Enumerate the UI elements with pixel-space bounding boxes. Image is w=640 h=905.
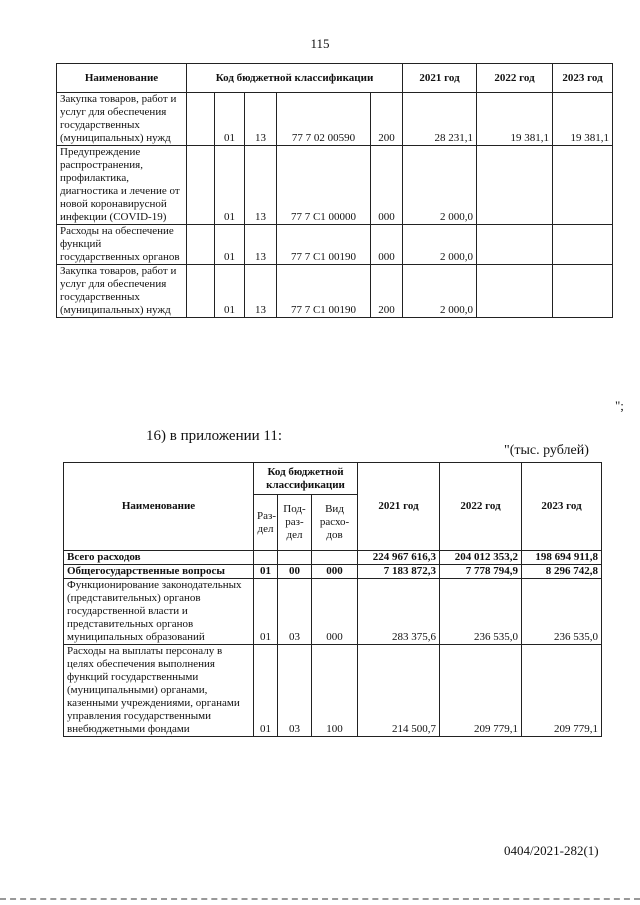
- row-razdel: [254, 551, 278, 565]
- table-row: [64, 645, 602, 737]
- header-name: Наименование: [64, 463, 254, 551]
- row-blank-cell: [187, 225, 215, 265]
- row-2023: 209 779,1: [522, 645, 602, 737]
- row-2022: [477, 225, 553, 265]
- row-podrazdel: 13: [245, 265, 277, 318]
- row-podrazdel: [278, 551, 312, 565]
- table-header-row: [57, 64, 613, 93]
- row-2022: 209 779,1: [440, 645, 522, 737]
- row-razdel: 01: [215, 93, 245, 146]
- row-2022: 7 778 794,9: [440, 565, 522, 579]
- budget-table-continuation: [56, 63, 613, 318]
- header-2022: 2022 год: [477, 64, 553, 93]
- row-target-article: 77 7 C1 00190: [277, 265, 371, 318]
- row-2021: 2 000,0: [403, 146, 477, 225]
- appendix-11-table: [63, 462, 602, 737]
- document-code: 0404/2021-282(1): [504, 843, 599, 858]
- table-row: [64, 579, 602, 645]
- table-header-row-1: [64, 463, 602, 495]
- row-target-article: 77 7 02 00590: [277, 93, 371, 146]
- row-name: Закупка товаров, работ и услуг для обеспечения государственных (муниципальных) нужд: [57, 93, 187, 146]
- row-2021: 2 000,0: [403, 265, 477, 318]
- table-row: [64, 565, 602, 579]
- row-name: Расходы на выплаты персоналу в целях обеспечения выполнения функций государственными (муниципальными) органами, казенными учреждениями, органами управления государственными внебюджетными фондами: [64, 645, 254, 737]
- row-vid-rashodov: 000: [371, 225, 403, 265]
- row-name: Функционирование законодательных (представительных) органов государственной власти и представительных органов муниципальных образований: [64, 579, 254, 645]
- row-vid-rashodov: 000: [312, 579, 358, 645]
- header-name: Наименование: [57, 64, 187, 93]
- header-code: Код бюджетной классификации: [187, 64, 403, 93]
- row-2023: [553, 265, 613, 318]
- row-target-article: 77 7 C1 00000: [277, 146, 371, 225]
- row-target-article: 77 7 C1 00190: [277, 225, 371, 265]
- header-2021: 2021 год: [403, 64, 477, 93]
- row-razdel: 01: [254, 579, 278, 645]
- row-2021: 283 375,6: [358, 579, 440, 645]
- table-row: [57, 225, 613, 265]
- row-name: Всего расходов: [64, 551, 254, 565]
- header-code: Код бюджетной классификации: [254, 463, 358, 495]
- row-2023: 198 694 911,8: [522, 551, 602, 565]
- row-razdel: 01: [215, 225, 245, 265]
- row-2022: 204 012 353,2: [440, 551, 522, 565]
- row-vid-rashodov: 200: [371, 93, 403, 146]
- table-row: [57, 146, 613, 225]
- closing-quote: ";: [615, 398, 624, 413]
- row-2021: 224 967 616,3: [358, 551, 440, 565]
- row-2023: 19 381,1: [553, 93, 613, 146]
- row-2021: 28 231,1: [403, 93, 477, 146]
- section-title: 16) в приложении 11:: [146, 428, 283, 444]
- row-blank-cell: [187, 93, 215, 146]
- row-razdel: 01: [254, 645, 278, 737]
- row-podrazdel: 00: [278, 565, 312, 579]
- table-row: [57, 93, 613, 146]
- page-edge-divider: [0, 898, 640, 900]
- row-2022: [477, 146, 553, 225]
- row-2021: 2 000,0: [403, 225, 477, 265]
- table-row: [57, 265, 613, 318]
- page-number: 115: [310, 36, 330, 51]
- row-blank-cell: [187, 265, 215, 318]
- row-podrazdel: 03: [278, 645, 312, 737]
- row-name: Расходы на обеспечение функций государственных органов: [57, 225, 187, 265]
- header-razdel: Раз-дел: [254, 495, 278, 551]
- row-podrazdel: 13: [245, 93, 277, 146]
- row-razdel: 01: [254, 565, 278, 579]
- row-2022: [477, 265, 553, 318]
- header-vid-rashodov: Вид расхо-дов: [312, 495, 358, 551]
- row-podrazdel: 13: [245, 146, 277, 225]
- row-2021: 7 183 872,3: [358, 565, 440, 579]
- row-2022: 19 381,1: [477, 93, 553, 146]
- row-razdel: 01: [215, 146, 245, 225]
- row-name: Закупка товаров, работ и услуг для обеспечения государственных (муниципальных) нужд: [57, 265, 187, 318]
- header-2022: 2022 год: [440, 463, 522, 551]
- row-vid-rashodov: [312, 551, 358, 565]
- row-razdel: 01: [215, 265, 245, 318]
- row-vid-rashodov: 100: [312, 645, 358, 737]
- row-name: Общегосударственные вопросы: [64, 565, 254, 579]
- row-vid-rashodov: 000: [312, 565, 358, 579]
- row-podrazdel: 03: [278, 579, 312, 645]
- row-2023: 8 296 742,8: [522, 565, 602, 579]
- table-row: [64, 551, 602, 565]
- header-2021: 2021 год: [358, 463, 440, 551]
- row-vid-rashodov: 000: [371, 146, 403, 225]
- row-blank-cell: [187, 146, 215, 225]
- row-2022: 236 535,0: [440, 579, 522, 645]
- header-2023: 2023 год: [553, 64, 613, 93]
- row-2023: [553, 146, 613, 225]
- row-podrazdel: 13: [245, 225, 277, 265]
- header-podrazdel: Под-раз-дел: [278, 495, 312, 551]
- unit-label: "(тыс. рублей): [504, 443, 589, 458]
- row-2023: 236 535,0: [522, 579, 602, 645]
- header-2023: 2023 год: [522, 463, 602, 551]
- row-name: Предупреждение распространения, профилактика, диагностика и лечение от новой коронавирусной инфекции (COVID-19): [57, 146, 187, 225]
- row-vid-rashodov: 200: [371, 265, 403, 318]
- row-2021: 214 500,7: [358, 645, 440, 737]
- row-2023: [553, 225, 613, 265]
